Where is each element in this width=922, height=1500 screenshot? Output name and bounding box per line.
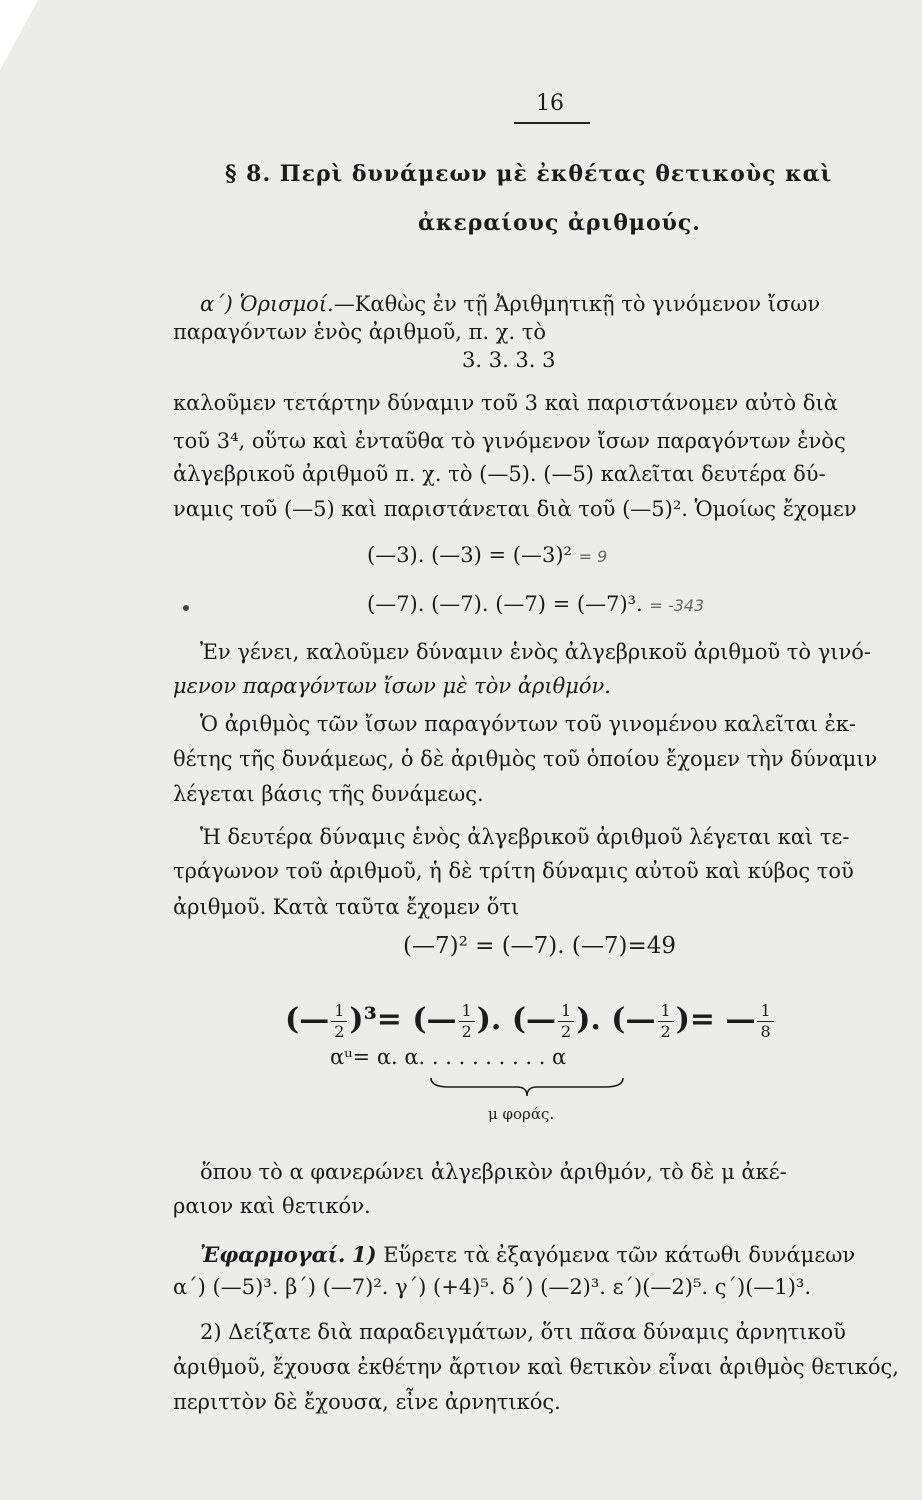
paren-open: (— (511, 1002, 557, 1037)
exercise-2-line-2: ἀριθμοῦ, ἔχουσα ἐκθέτην ἄρτιον καὶ θετικὸν εἶναι ἀριθμὸς θετικός, (173, 1355, 899, 1379)
fraction-one-half (658, 1001, 674, 1042)
square-definition-line-2: τράγωνον τοῦ ἀριθμοῦ, ἡ δὲ τρίτη δύναμις αὐτοῦ καὶ κύβος τοῦ (173, 859, 854, 883)
exercise-2-line-1: 2) Δείξατε διὰ παραδειγμάτων, ὅτι πᾶσα δύναμις ἀρνητικοῦ (200, 1320, 846, 1344)
equation-minus-half-cubed (285, 1000, 776, 1042)
definitions-line-6: ἀλγεβρικοῦ ἀριθμοῦ π. χ. τὸ (—5). (—5) καλεῖται δευτέρα δύ- (173, 462, 826, 486)
section-title-line-1: § 8. Περὶ δυνάμεων μὲ ἐκθέτας θετικοὺς καὶ (225, 161, 833, 187)
fraction-one-half (558, 1001, 574, 1042)
equation-minus-7-cubed-text: (—7). (—7). (—7) = (—7)³. (367, 592, 643, 616)
definitions-label: α΄) Ὁρισμοί. (200, 292, 334, 316)
underbrace (429, 1076, 625, 1098)
general-definition-line-2: μενον παραγόντων ἴσων μὲ τὸν ἀριθμόν. (173, 674, 611, 698)
page-number-underline (514, 122, 590, 124)
equation-minus-3-squared (367, 541, 607, 571)
paren-close-dot: ). (476, 1002, 502, 1037)
fraction-one-half (459, 1001, 475, 1042)
paren-open: (— (412, 1002, 457, 1037)
definitions-line-1-text: —Καθὼς ἐν τῇ Ἀριθμητικῇ τὸ γινόμενον ἴσων (333, 292, 821, 316)
paren-open: (— (285, 1002, 330, 1037)
fraction-denominator: 2 (334, 1021, 345, 1041)
underbrace-label: μ φοράς. (488, 1105, 555, 1123)
definitions-line-7: ναμις τοῦ (—5) καὶ παριστάνεται διὰ τοῦ (—5)². Ὁμοίως ἔχομεν (173, 497, 857, 521)
equation-minus-3-squared-text: (—3). (—3) = (—3)² (367, 543, 572, 567)
square-definition-line-3: ἀριθμοῦ. Κατὰ ταῦτα ἔχομεν ὅτι (173, 895, 520, 919)
fraction-denominator: 2 (660, 1021, 671, 1041)
paren-close-cubed: )³= (349, 1002, 402, 1037)
fraction-denominator: 2 (561, 1021, 572, 1041)
fraction-numerator: 1 (757, 1001, 773, 1022)
exercise-2-line-3: περιττὸν δὲ ἔχουσα, εἶνε ἀρνητικός. (173, 1390, 561, 1414)
folded-page-corner (0, 0, 38, 70)
paren-open: (— (611, 1002, 656, 1037)
fraction-one-half (331, 1001, 347, 1042)
definitions-line-4: καλοῦμεν τετάρτην δύναμιν τοῦ 3 καὶ παριστάνομεν αὐτὸ διὰ (173, 391, 838, 415)
definitions-line-2: παραγόντων ἑνὸς ἀριθμοῦ, π. χ. τὸ (173, 320, 547, 344)
ink-dot (183, 605, 189, 611)
paren-close-equals: )= — (675, 1002, 756, 1037)
fraction-denominator: 8 (760, 1021, 771, 1041)
definitions-line-1 (200, 290, 910, 318)
equation-minus-7-squared-49: (—7)² = (—7). (—7)=49 (403, 933, 677, 959)
equation-a-to-the-mu: αᵘ= α. α. . . . . . . . . . α (330, 1045, 567, 1069)
applications-line-1-text: Εὕρετε τὰ ἐξαγόμενα τῶν κάτωθι δυνάμεων (383, 1243, 856, 1267)
fraction-numerator: 1 (459, 1001, 475, 1022)
applications-label: Ἐφαρμογαί. (200, 1242, 346, 1267)
exponent-definition-line-2: θέτης τῆς δυνάμεως, ὁ δὲ ἀριθμὸς τοῦ ὁποίου ἔχομεν τὴν δύναμιν (173, 747, 878, 771)
pencil-note-9: = 9 (578, 547, 608, 566)
where-line-1: ὅπου τὸ α φανερώνει ἀλγεβρικὸν ἀριθμόν, τὸ δὲ μ ἀκέ- (200, 1160, 787, 1184)
where-line-2: ραιον καὶ θετικόν. (173, 1194, 371, 1218)
square-definition-line-1: Ἡ δευτέρα δύναμις ἑνὸς ἀλγεβρικοῦ ἀριθμοῦ λέγεται καὶ τε- (200, 825, 850, 849)
exponent-definition-line-1: Ὁ ἀριθμὸς τῶν ἴσων παραγόντων τοῦ γινομένου καλεῖται ἐκ- (200, 712, 857, 736)
exercise-number-1: 1) (351, 1242, 377, 1267)
equation-minus-7-cubed (367, 590, 704, 620)
applications-exercise-list: α΄) (—5)³. β΄) (—7)². γ΄) (+4)⁵. δ΄) (—2)³. ε΄)(—2)⁵. ς΄)(—1)³. (173, 1275, 812, 1299)
fraction-denominator: 2 (461, 1021, 472, 1041)
fraction-numerator: 1 (658, 1001, 674, 1022)
exponent-definition-line-3: λέγεται βάσις τῆς δυνάμεως. (173, 782, 484, 806)
definitions-line-5: τοῦ 3⁴, οὕτω καὶ ἐνταῦθα τὸ γινόμενον ἴσων παραγόντων ἑνὸς (173, 429, 846, 453)
applications-line-1 (200, 1241, 855, 1269)
pencil-note-343: = -343 (649, 596, 705, 615)
fraction-one-eighth (757, 1001, 773, 1042)
general-definition-line-1: Ἐν γένει, καλοῦμεν δύναμιν ἑνὸς ἀλγεβρικοῦ ἀριθμοῦ τὸ γινό- (200, 640, 872, 664)
paren-close-dot: ). (576, 1002, 601, 1037)
page-number: 16 (536, 91, 564, 116)
definitions-example-product: 3. 3. 3. 3 (462, 348, 556, 372)
section-title-line-2: ἀκεραίους ἀριθμούς. (418, 210, 701, 236)
fraction-numerator: 1 (331, 1001, 347, 1022)
fraction-numerator: 1 (558, 1001, 574, 1022)
